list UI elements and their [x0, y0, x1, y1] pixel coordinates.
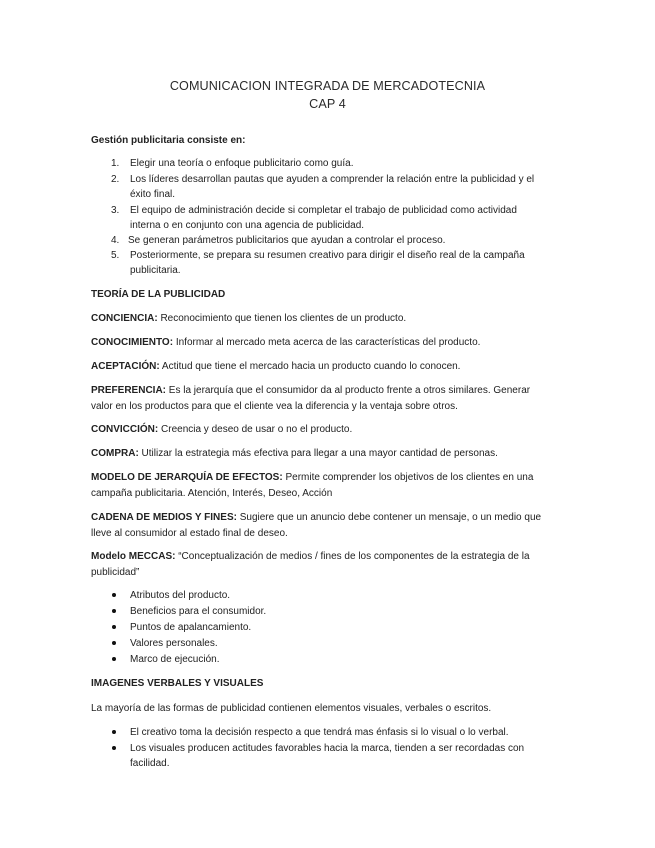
definition-compra	[91, 447, 498, 460]
bullet-icon	[112, 746, 116, 750]
list-item-text: Posteriormente, se prepara su resumen creativo para dirigir el diseño real de la campaña	[130, 250, 525, 261]
list-item: El creativo toma la decisión respecto a que tendrá mas énfasis si lo visual o lo verbal.	[130, 727, 509, 738]
bullet-icon	[112, 593, 116, 597]
list-item: Beneficios para el consumidor.	[130, 606, 267, 617]
definition-text: Actitud que tiene el mercado hacia un producto cuando lo conocen.	[159, 361, 461, 372]
list-item-text: Elegir una teoría o enfoque publicitario como guía.	[130, 158, 354, 169]
document-title: COMUNICACION INTEGRADA DE MERCADOTECNIA	[169, 79, 486, 93]
bullet-icon	[112, 657, 116, 661]
teoria-heading: TEORÍA DE LA PUBLICIDAD	[91, 289, 226, 300]
definition-text: Sugiere que un anuncio debe contener un mensaje, o un medio que	[236, 512, 542, 523]
bullet-icon	[112, 625, 116, 629]
list-number: 5.	[111, 250, 120, 261]
definition-continuation: publicidad”	[91, 567, 140, 578]
list-item-text: éxito final.	[130, 189, 176, 200]
bullet-icon	[112, 609, 116, 613]
imagenes-heading: IMAGENES VERBALES Y VISUALES	[91, 678, 264, 689]
gestion-heading: Gestión publicitaria consiste en:	[91, 135, 246, 146]
definition-modelo-jerarquia	[91, 471, 533, 484]
list-item: Puntos de apalancamiento.	[130, 622, 252, 633]
definition-text: Utilizar la estrategia más efectiva para llegar a una mayor cantidad de personas.	[138, 448, 498, 459]
definition-aceptacion	[91, 360, 460, 373]
list-item-text: interna o en conjunto con una agencia de publicidad.	[130, 220, 365, 231]
list-item-text: Los líderes desarrollan pautas que ayuden a comprender la relación entre la publicidad y el	[130, 174, 535, 185]
list-number: 2.	[111, 174, 120, 185]
definition-term: COMPRA:	[91, 448, 139, 459]
bullet-icon	[112, 641, 116, 645]
definition-continuation: valor en los productos para que el cliente vea la diferencia y la ventaja sobre otros.	[91, 401, 458, 412]
definition-cadena-medios	[91, 511, 541, 524]
list-item: Valores personales.	[130, 638, 218, 649]
definition-preferencia	[91, 384, 530, 397]
definition-text: Creencia y deseo de usar o no el producto.	[158, 424, 353, 435]
definition-term: CADENA DE MEDIOS Y FINES:	[91, 512, 237, 523]
list-item: Marco de ejecución.	[130, 654, 220, 665]
list-item: Los visuales producen actitudes favorables hacia la marca, tienden a ser recordadas con	[130, 743, 525, 754]
definition-term: ACEPTACIÓN:	[91, 361, 160, 372]
definition-conocimiento	[91, 336, 480, 349]
bullet-icon	[112, 730, 116, 734]
definition-conviccion	[91, 423, 352, 436]
imagenes-intro: La mayoría de las formas de publicidad contienen elementos visuales, verbales o escritos.	[91, 703, 492, 714]
definition-meccas	[91, 550, 530, 563]
chapter-label: CAP 4	[309, 97, 346, 111]
definition-text: Informar al mercado meta acerca de las características del producto.	[173, 337, 481, 348]
definition-continuation: campaña publicitaria. Atención, Interés, Deseo, Acción	[91, 488, 333, 499]
definition-text: Es la jerarquía que el consumidor da al producto frente a otros similares. Generar	[166, 385, 531, 396]
list-item-text: El equipo de administración decide si completar el trabajo de publicidad como actividad	[130, 205, 517, 216]
list-item-text: Se generan parámetros publicitarios que ayudan a controlar el proceso.	[128, 235, 446, 246]
definition-term: MODELO DE JERARQUÍA DE EFECTOS:	[91, 472, 283, 483]
list-item: Atributos del producto.	[130, 590, 231, 601]
list-number: 4.	[111, 235, 120, 246]
list-number: 3.	[111, 205, 120, 216]
definition-term: Modelo MECCAS:	[91, 551, 176, 562]
definition-term: PREFERENCIA:	[91, 385, 167, 396]
definition-text: Reconocimiento que tienen los clientes de un producto.	[157, 313, 407, 324]
definition-term: CONOCIMIENTO:	[91, 337, 174, 348]
definition-conciencia	[91, 312, 406, 325]
definition-continuation: lleve al consumidor al estado final de deseo.	[91, 528, 288, 539]
definition-term: CONCIENCIA:	[91, 313, 158, 324]
definition-term: CONVICCIÓN:	[91, 424, 159, 435]
definition-text: “Conceptualización de medios / fines de los componentes de la estrategia de la	[175, 551, 530, 562]
definition-text: Permite comprender los objetivos de los clientes en una	[282, 472, 534, 483]
list-number: 1.	[111, 158, 120, 169]
list-item-continuation: facilidad.	[130, 758, 170, 769]
list-item-text: publicitaria.	[130, 265, 181, 276]
